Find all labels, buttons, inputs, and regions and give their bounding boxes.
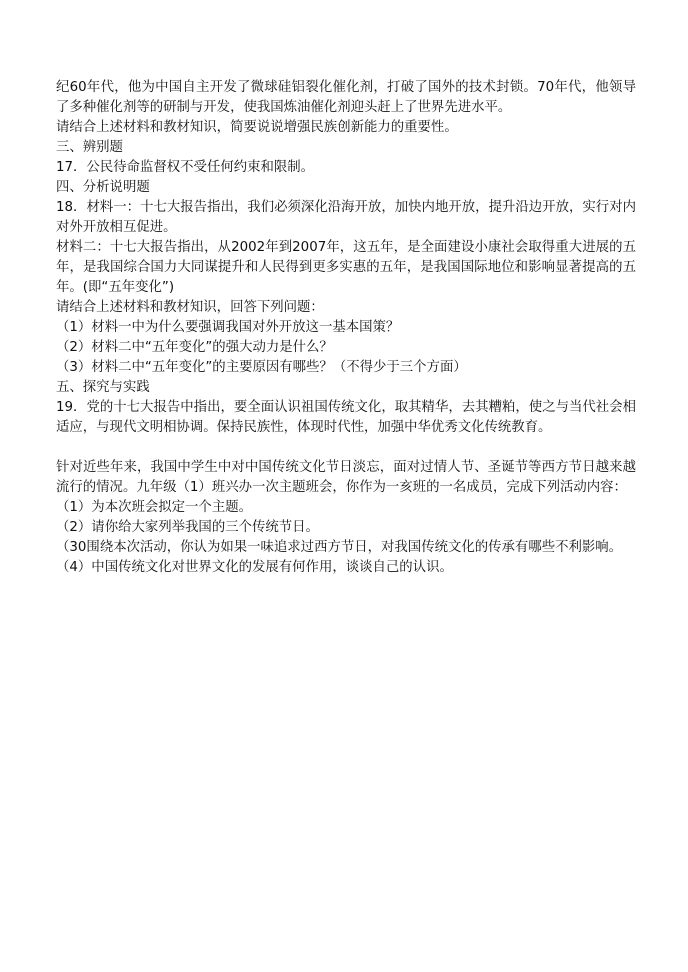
question-19-sub-4: （4）中国传统文化对世界文化的发展有何作用，谈谈自己的认识。 — [56, 560, 453, 575]
section-heading-3: 三、辨别题 — [56, 140, 123, 155]
question-19-sub-3: （30围绕本次活动，你认为如果一味追求过西方节日，对我国传统文化的传承有哪些不利影响。 — [56, 540, 623, 555]
section-heading-4: 四、分析说明题 — [56, 180, 150, 195]
question-16-prompt: 请结合上述材料和教材知识，简要说说增强民族创新能力的重要性。 — [56, 120, 458, 135]
question-18-sub-3: （3）材料二中“五年变化”的主要原因有哪些？（不得少于三个方面） — [56, 360, 467, 375]
question-19-material: 19．党的十七大报告中指出，要全面认识祖国传统文化，取其精华，去其糟粕，使之与当代社会相适应，与现代文明相协调。保持民族性，体现时代性，加强中华优秀文化传统教育。 — [56, 400, 636, 435]
section-heading-5: 五、探究与实践 — [56, 380, 150, 395]
question-18-sub-1: （1）材料一中为什么要强调我国对外开放这一基本国策？ — [56, 320, 400, 335]
question-19-sub-2: （2）请你给大家列举我国的三个传统节日。 — [56, 520, 319, 535]
question-17: 17．公民待命监督权不受任何约束和限制。 — [56, 160, 315, 175]
question-18-instruction: 请结合上述材料和教材知识，回答下列问题： — [56, 300, 324, 315]
question-18-sub-2: （2）材料二中“五年变化”的强大动力是什么？ — [56, 340, 333, 355]
passage-continuation: 纪60年代，他为中国自主开发了微球硅铝裂化催化剂，打破了国外的技术封锁。70年代，他领导了多种催化剂等的研制与开发，使我国炼油催化剂迎头赶上了世界先进水平。 — [56, 80, 636, 115]
question-19-sub-1: （1）为本次班会拟定一个主题。 — [56, 500, 252, 515]
question-18-material-1: 18．材料一：十七大报告指出，我们必须深化沿海开放，加快内地开放，提升沿边开放，实行对内对外开放相互促进。 — [56, 200, 636, 235]
question-18-material-2: 材料二：十七大报告指出，从2002年到2007年，这五年，是全面建设小康社会取得重大进展的五年，是我国综合国力大同谋提升和人民得到更多实惠的五年，是我国国际地位和影响显著提高的五年。(即“五年变化”) — [56, 240, 636, 295]
question-19-context: 针对近些年来，我国中学生中对中国传统文化节日淡忘，面对过情人节、圣诞节等西方节日越来越流行的情况。九年级（1）班兴办一次主题班会，你作为一亥班的一名成员，完成下列活动内容： — [56, 460, 636, 495]
document-page — [56, 78, 636, 578]
